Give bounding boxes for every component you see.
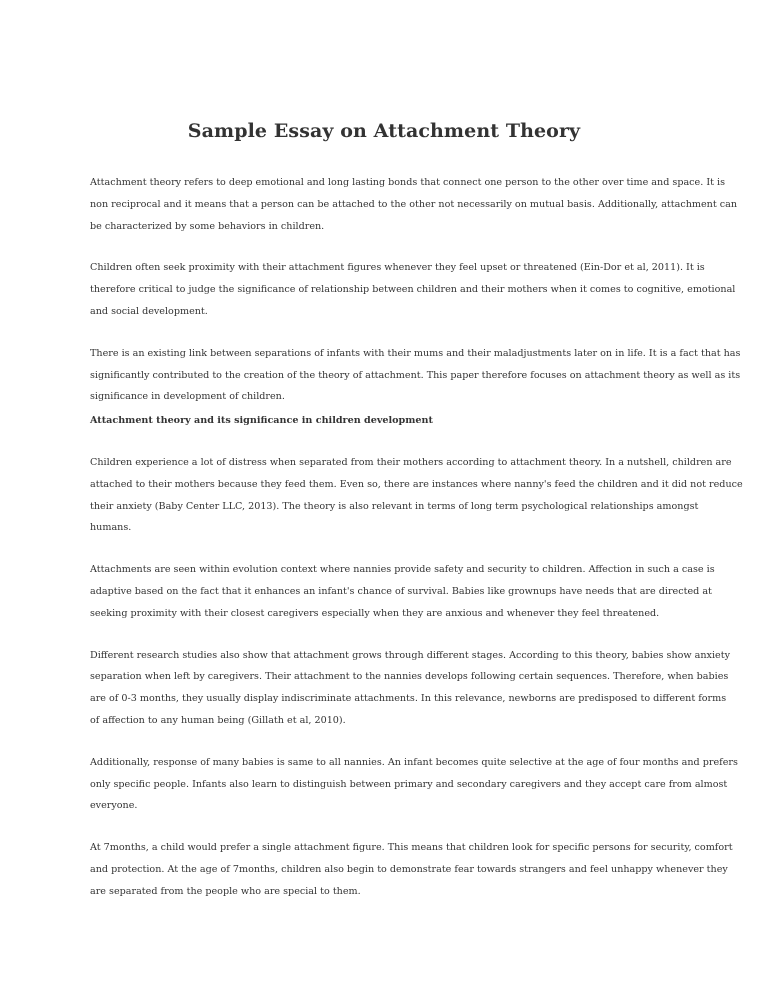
- paragraph: [90, 257, 736, 322]
- text-line: of affection to any human being (Gillath et al, 2010).: [90, 714, 346, 726]
- text-line: At 7months, a child would prefer a single attachment figure. This means that children look for specific persons for security, comfort: [90, 842, 733, 854]
- text-line: are of 0-3 months, they usually display indiscriminate attachments. In this relevance, newborns are predisposed to different forms: [90, 693, 727, 705]
- text-line: non reciprocal and it means that a person can be attached to the other not necessarily on mutual basis. Additionally, attachment can: [90, 198, 738, 210]
- text-line: Children experience a lot of distress when separated from their mothers according to attachment theory. In a nutshell, children are: [90, 456, 732, 468]
- paragraph: [90, 837, 733, 902]
- text-line: therefore critical to judge the significance of relationship between children and their mothers when it comes to cognitive, emotional: [90, 284, 736, 296]
- text-line: Different research studies also show that attachment grows through different stages. According to this theory, babies show anxiety: [90, 649, 730, 661]
- paragraph: [90, 172, 738, 237]
- text-line: seeking proximity with their closest caregivers especially when they are anxious and whenever they feel threatened.: [90, 607, 660, 619]
- text-line: Attachments are seen within evolution context where nannies provide safety and security to children. Affection in such a case is: [90, 564, 715, 576]
- text-line: only specific people. Infants also learn to distinguish between primary and secondary caregivers and they accept care from almost: [90, 778, 728, 790]
- text-line: and social development.: [90, 305, 208, 317]
- text-line: significantly contributed to the creation of the theory of attachment. This paper therefore focuses on attachment theory as well as its: [90, 369, 741, 381]
- paragraph: [90, 343, 741, 408]
- text-line: separation when left by caregivers. Their attachment to the nannies develops following certain sequences. Therefore, when babies: [90, 671, 729, 683]
- document-body: [90, 172, 743, 903]
- paragraph: [90, 452, 743, 539]
- text-line: significance in development of children.: [90, 391, 285, 403]
- text-line: are separated from the people who are special to them.: [90, 885, 361, 897]
- text-line: Attachment theory refers to deep emotional and long lasting bonds that connect one person to the other over time and space. It is: [90, 177, 726, 188]
- paragraph: [90, 645, 730, 732]
- text-line: There is an existing link between separations of infants with their mums and their maladjustments later on in life. It is a fact that has: [90, 347, 741, 359]
- text-line: their anxiety (Baby Center LLC, 2013). The theory is also relevant in terms of long term psychological relationships amongst: [90, 500, 699, 512]
- paragraph: [90, 752, 738, 817]
- text-line: and protection. At the age of 7months, children also begin to demonstrate fear towards strangers and feel unhappy whenever they: [90, 863, 728, 875]
- text-line: adaptive based on the fact that it enhances an infant's chance of survival. Babies like grownups have needs that are directed at: [90, 585, 712, 597]
- text-line: everyone.: [90, 800, 138, 812]
- text-line: Additionally, response of many babies is same to all nannies. An infant becomes quite selective at the age of four months and prefers: [90, 756, 738, 768]
- text-line: Children often seek proximity with their attachment figures whenever they feel upset or threatened (Ein-Dor et al, 2011). It is: [90, 262, 705, 274]
- paragraph: [90, 559, 715, 624]
- text-line: humans.: [90, 522, 132, 534]
- text-line: attached to their mothers because they feed them. Even so, there are instances where nanny's feed the children and it did not reduce: [90, 478, 743, 490]
- page-title: Sample Essay on Attachment Theory: [187, 120, 581, 142]
- section-heading: Attachment theory and its significance in children development: [90, 415, 433, 427]
- text-line: be characterized by some behaviors in children.: [90, 220, 325, 232]
